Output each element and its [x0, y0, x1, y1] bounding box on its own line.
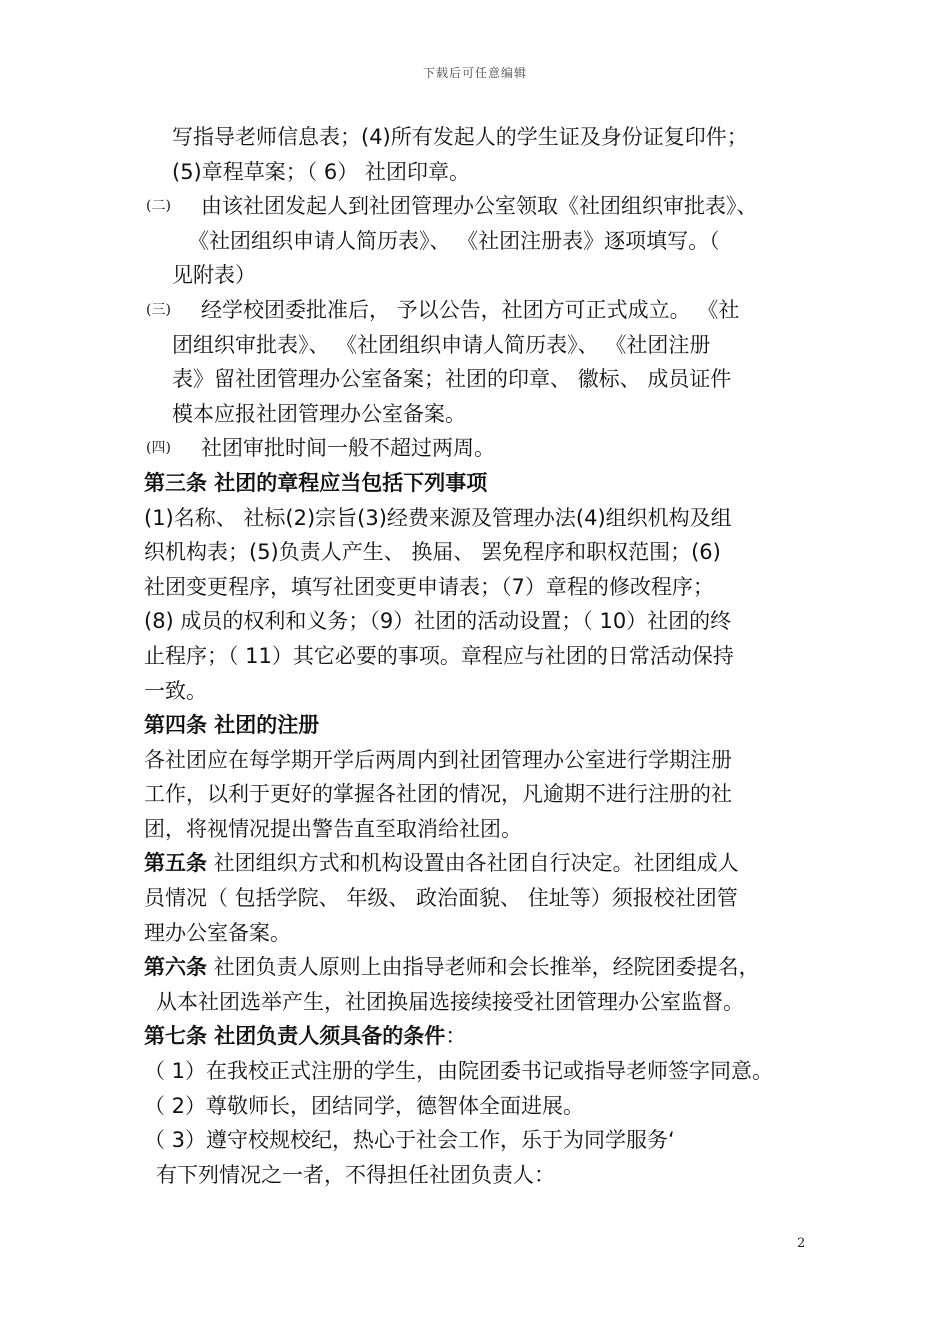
article-3-title: 第三条 社团的章程应当包括下列事项: [144, 470, 488, 495]
text-line: 织机构表；(5)负责人产生、 换届、 罢免程序和职权范围；(6): [144, 540, 721, 565]
text-line: 社团审批时间一般不超过两周。: [201, 436, 495, 461]
article-6-heading: 第六条: [144, 955, 207, 980]
text-line: 员情况（ 包括学院、 年级、 政治面貌、 住址等）须报校社团管: [144, 886, 738, 911]
text-line: 由该社团发起人到社团管理办公室领取《社团组织审批表》、: [201, 194, 758, 219]
text-line: 从本社团选举产生，社团换届选接续接受社团管理办公室监督。: [156, 989, 744, 1014]
text-line: 一致。: [144, 678, 207, 703]
text-line: （ 1）在我校正式注册的学生，由院团委书记或指导老师签字同意。: [144, 1059, 774, 1084]
text-line: 有下列情况之一者，不得担任社团负责人：: [156, 1162, 555, 1187]
text-line: 社团组织方式和机构设置由各社团自行决定。社团组成人: [207, 851, 739, 876]
page-header: 下载后可任意编辑: [422, 66, 527, 80]
colon: ：: [445, 1024, 467, 1049]
article-7-line: [144, 1019, 816, 1054]
text-line: 模本应报社团管理办公室备案。: [172, 401, 466, 426]
text-line: 团组织审批表》、 《社团组织申请人简历表》、 《社团注册: [172, 332, 711, 357]
article-5-heading: 第五条: [144, 851, 207, 876]
text-line: 社团负责人原则上由指导老师和会长推举，经院团委提名，: [207, 955, 760, 980]
text-line: (1)名称、 社标(2)宗旨(3)经费来源及管理办法(4)组织机构及组: [144, 505, 732, 530]
text-line: (5)章程草案；（ 6） 社团印章。: [172, 159, 470, 184]
article-6-line: [144, 950, 816, 985]
text-line: 工作，以利于更好的掌握各社团的情况，凡逾期不进行注册的社: [144, 782, 732, 807]
list-marker: (二): [146, 198, 171, 215]
text-line: 止程序；（ 11）其它必要的事项。章程应与社团的日常活动保持: [144, 643, 734, 668]
list-marker: (三): [146, 301, 171, 318]
text-line: 写指导老师信息表；(4)所有发起人的学生证及身份证复印件；: [172, 125, 748, 149]
text-line: 见附表）: [172, 263, 256, 288]
text-line: 团，将视情况提出警告直至取消给社团。: [144, 816, 522, 841]
text-line: （ 2）尊敬师长，团结同学，德智体全面进展。: [144, 1093, 585, 1118]
text-line: 表》留社团管理办公室备案；社团的印章、 徽标、 成员证件: [172, 367, 732, 392]
document-body: [144, 120, 816, 1192]
list-item-4: [144, 431, 816, 466]
page-number: 2: [797, 1236, 806, 1251]
text-line: 经学校团委批准后， 予以公告，社团方可正式成立。 《社: [201, 297, 740, 322]
article-4-title: 第四条 社团的注册: [144, 713, 320, 738]
text-line: 各社团应在每学期开学后两周内到社团管理办公室进行学期注册: [144, 747, 732, 772]
article-5-line: [144, 846, 816, 881]
text-line: (8) 成员的权利和义务；（9）社团的活动设置；（ 10）社团的终: [144, 609, 732, 634]
text-line: 《社团组织申请人简历表》、 《社团注册表》逐项填写。（: [188, 228, 720, 253]
list-marker: (四): [146, 440, 171, 457]
text-line: （ 3）遵守校规校纪，热心于社会工作，乐于为同学服务‘: [144, 1128, 675, 1153]
text-line: 理办公室备案。: [144, 920, 291, 945]
article-7-title: 第七条 社团负责人须具备的条件: [144, 1024, 446, 1049]
list-item-2: [144, 189, 816, 224]
list-item-3: [144, 293, 816, 328]
text-line: 社团变更程序，填写社团变更申请表；（7）章程的修改程序；: [144, 574, 714, 599]
